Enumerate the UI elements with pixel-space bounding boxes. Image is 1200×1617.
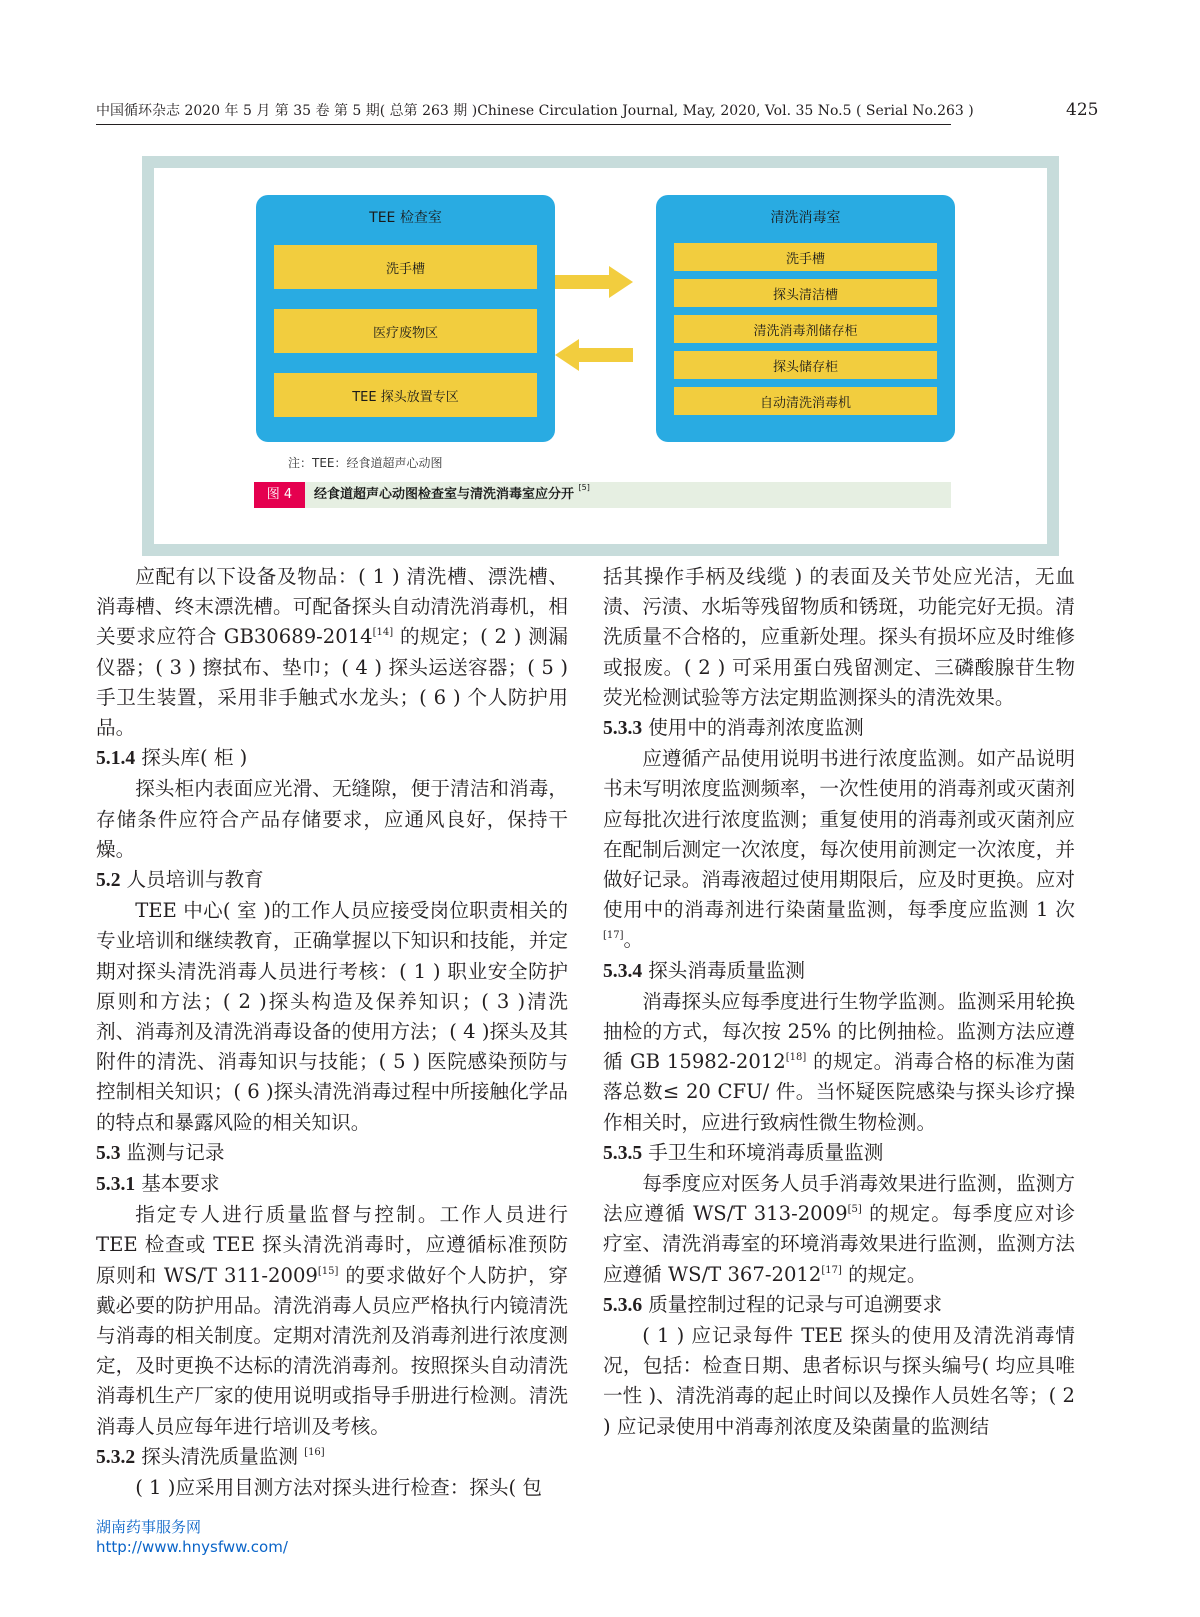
paragraph: ( 1 )应采用目测方法对探头进行检查：探头( 包 [135, 1476, 542, 1500]
section-title: 人员培训与教育 [126, 868, 264, 892]
text: 消毒探头应每季度进行生物学监测。监测采用轮换抽检的方式，每次按 25% 的比例抽检。监测方法应遵循 GB 15982-2012 [603, 989, 1075, 1074]
footer-watermark [96, 1517, 288, 1557]
room-item: 探头储存柜 [674, 351, 937, 379]
paragraph: ( 1 ) 应记录每件 TEE 探头的使用及清洗消毒情况，包括：检查日期、患者标识与探头编号( 均应具唯一性 )、清洗消毒的起止时间以及操作人员姓名等；( 2 ) 应记录使用中消毒剂浓度及染菌量的监测结 [603, 1324, 1075, 1438]
section-heading [603, 1138, 1075, 1169]
section-number: 5.3.2 [96, 1446, 136, 1468]
paragraph: 括其操作手柄及线缆 ) 的表面及关节处应光洁，无血渍、污渍、水垢等残留物质和锈斑，功能完好无损。清洗质量不合格的，应重新处理。探头有损坏应及时维修或报废。( 2 ) 可采用蛋白残留测定、三磷酸腺苷生物荧光检测试验等方法定期监测探头的清洗效果。 [603, 565, 1075, 709]
text: 指定专人进行质量监督与控制。工作人员进行 TEE 检查或 TEE 探头清洗消毒时，应遵循标准预防原则和 WS/T 311-2009 [96, 1203, 568, 1287]
text: 的规定；( 2 ) 测漏仪器；( 3 ) 擦拭布、垫巾；( 4 ) 探头运送容器；( 5 ) 手卫生装置，采用非手触式水龙头；( 6 ) 个人防护用品。 [96, 625, 568, 740]
section-title: 手卫生和环境消毒质量监测 [648, 1140, 884, 1164]
room-item: 洗手槽 [274, 245, 537, 289]
text: 的要求做好个人防护，穿戴必要的防护用品。清洗消毒人员应严格执行内镜清洗与消毒的相关制度。定期对清洗剂及消毒剂进行浓度测定，及时更换不达标的清洗消毒剂。按照探头自动清洗消毒机生产厂家的使用说明或指导手册进行检测。清洗消毒人员应每年进行培训及考核。 [96, 1263, 568, 1438]
section-number: 5.2 [96, 870, 121, 892]
page-number: 425 [1066, 100, 1099, 120]
section-heading [603, 956, 1075, 987]
section-title: 基本要求 [141, 1172, 220, 1196]
text: 的规定。每季度应对诊疗室、清洗消毒室的环境消毒效果进行监测，监测方法应遵循 WS/T 367-2012 [603, 1202, 1075, 1286]
section-title: 质量控制过程的记录与可追溯要求 [648, 1292, 943, 1316]
section-number: 5.3.5 [603, 1142, 643, 1164]
left-column [96, 562, 568, 1503]
text: 的规定。消毒合格的标准为菌落总数≤ 20 CFU/ 件。当怀疑医院感染与探头诊疗操作相关时，应进行致病性微生物检测。 [603, 1050, 1075, 1134]
citation: [17] [821, 1264, 842, 1276]
text: 应遵循产品使用说明书进行浓度监测。如产品说明书未写明浓度监测频率，一次性使用的消毒剂或灭菌剂应每批次进行浓度监测；重复使用的消毒剂或灭菌剂应在配制后测定一次浓度，每次使用前测定一次浓度，并做好记录。消毒液超过使用期限后，应及时更换。应对使用中的消毒剂进行染菌量监测，每季度应监测 1 次 [603, 747, 1075, 922]
room-item: TEE 探头放置专区 [274, 373, 537, 417]
text: 每季度应对医务人员手消毒效果进行监测，监测方法应遵循 WS/T 313-2009 [603, 1172, 1075, 1226]
section-title: 探头库( 柜 ) [141, 746, 248, 770]
paragraph: TEE 中心( 室 )的工作人员应接受岗位职责相关的专业培训和继续教育，正确掌握以下知识和技能，并定期对探头清洗消毒人员进行考核：( 1 ) 职业安全防护原则和方法；( 2 )探头构造及保养知识；( 3 )清洗剂、消毒剂及清洗消毒设备的使用方法；( 4 )探头及其附件的清洗、消毒知识与技能；( 5 ) 医院感染预防与控制相关知识；( 6 )探头清洗消毒过程中所接触化学品的特点和暴露风险的相关知识。 [96, 899, 568, 1134]
section-heading [96, 865, 568, 896]
section-number: 5.1.4 [96, 748, 136, 770]
room-title: 清洗消毒室 [770, 210, 841, 226]
section-heading [96, 1169, 568, 1200]
section-number: 5.3.1 [96, 1174, 136, 1196]
footer-site-name: 湖南药事服务网 [96, 1518, 202, 1536]
caption-ref: [5] [578, 483, 590, 492]
section-number: 5.3 [96, 1142, 121, 1164]
section-heading [96, 1138, 568, 1169]
room-item: 探头清洁槽 [674, 279, 937, 307]
paragraph [603, 744, 1075, 955]
citation: [5] [847, 1204, 862, 1216]
paragraph [96, 562, 568, 743]
section-heading [603, 713, 1075, 744]
caption-text [314, 482, 590, 508]
room-item: 洗手槽 [674, 243, 937, 271]
right-arrow-icon [555, 266, 633, 298]
section-heading [603, 1290, 1075, 1321]
figure-note: 注：TEE：经食道超声心动图 [288, 456, 443, 470]
citation: [14] [372, 627, 394, 639]
running-header: 中国循环杂志 2020 年 5 月 第 35 卷 第 5 期( 总第 263 期 )Chinese Circulation Journal, May, 2020, Vol. 35 No.5 ( Serial No.263 ) [96, 103, 974, 119]
section-heading [96, 1442, 568, 1473]
footer-url-link[interactable]: http://www.hnysfww.com/ [96, 1538, 288, 1556]
figure-caption [254, 482, 951, 508]
section-title: 探头清洗质量监测 [141, 1444, 298, 1468]
cleaning-room-box [656, 195, 955, 442]
header-rule [96, 124, 951, 125]
room-item: 自动清洗消毒机 [674, 387, 937, 415]
paragraph [603, 987, 1075, 1138]
caption-title: 经食道超声心动图检查室与清洗消毒室应分开 [314, 487, 575, 502]
tee-exam-room-box [256, 195, 555, 442]
section-title: 监测与记录 [126, 1140, 225, 1164]
room-title: TEE 检查室 [369, 210, 442, 226]
citation: [15] [317, 1265, 339, 1277]
text: 的规定。 [841, 1262, 927, 1286]
figure-label: 图 4 [254, 482, 305, 508]
room-item: 医疗废物区 [274, 309, 537, 353]
citation: [17] [603, 930, 624, 942]
paragraph [96, 1200, 568, 1442]
citation: [16] [304, 1446, 325, 1458]
section-heading [96, 743, 568, 774]
text: 应配有以下设备及物品：( 1 ) 清洗槽、漂洗槽、消毒槽、终末漂洗槽。可配备探头自动清洗消毒机，相关要求应符合 GB30689-2014 [96, 565, 568, 649]
citation: [18] [785, 1052, 807, 1064]
paragraph [603, 1169, 1075, 1290]
figure-4 [142, 156, 1059, 556]
left-arrow-icon [555, 339, 633, 371]
paragraph: 探头柜内表面应光滑、无缝隙，便于清洁和消毒，存储条件应符合产品存储要求，应通风良好，保持干燥。 [96, 777, 568, 861]
section-title: 探头消毒质量监测 [648, 958, 805, 982]
right-column [603, 562, 1075, 1442]
figure-panel [154, 168, 1047, 544]
section-title: 使用中的消毒剂浓度监测 [648, 716, 864, 740]
room-item: 清洗消毒剂储存柜 [674, 315, 937, 343]
text: 。 [623, 928, 644, 952]
section-number: 5.3.4 [603, 960, 643, 982]
section-number: 5.3.6 [603, 1294, 643, 1316]
section-number: 5.3.3 [603, 718, 643, 740]
